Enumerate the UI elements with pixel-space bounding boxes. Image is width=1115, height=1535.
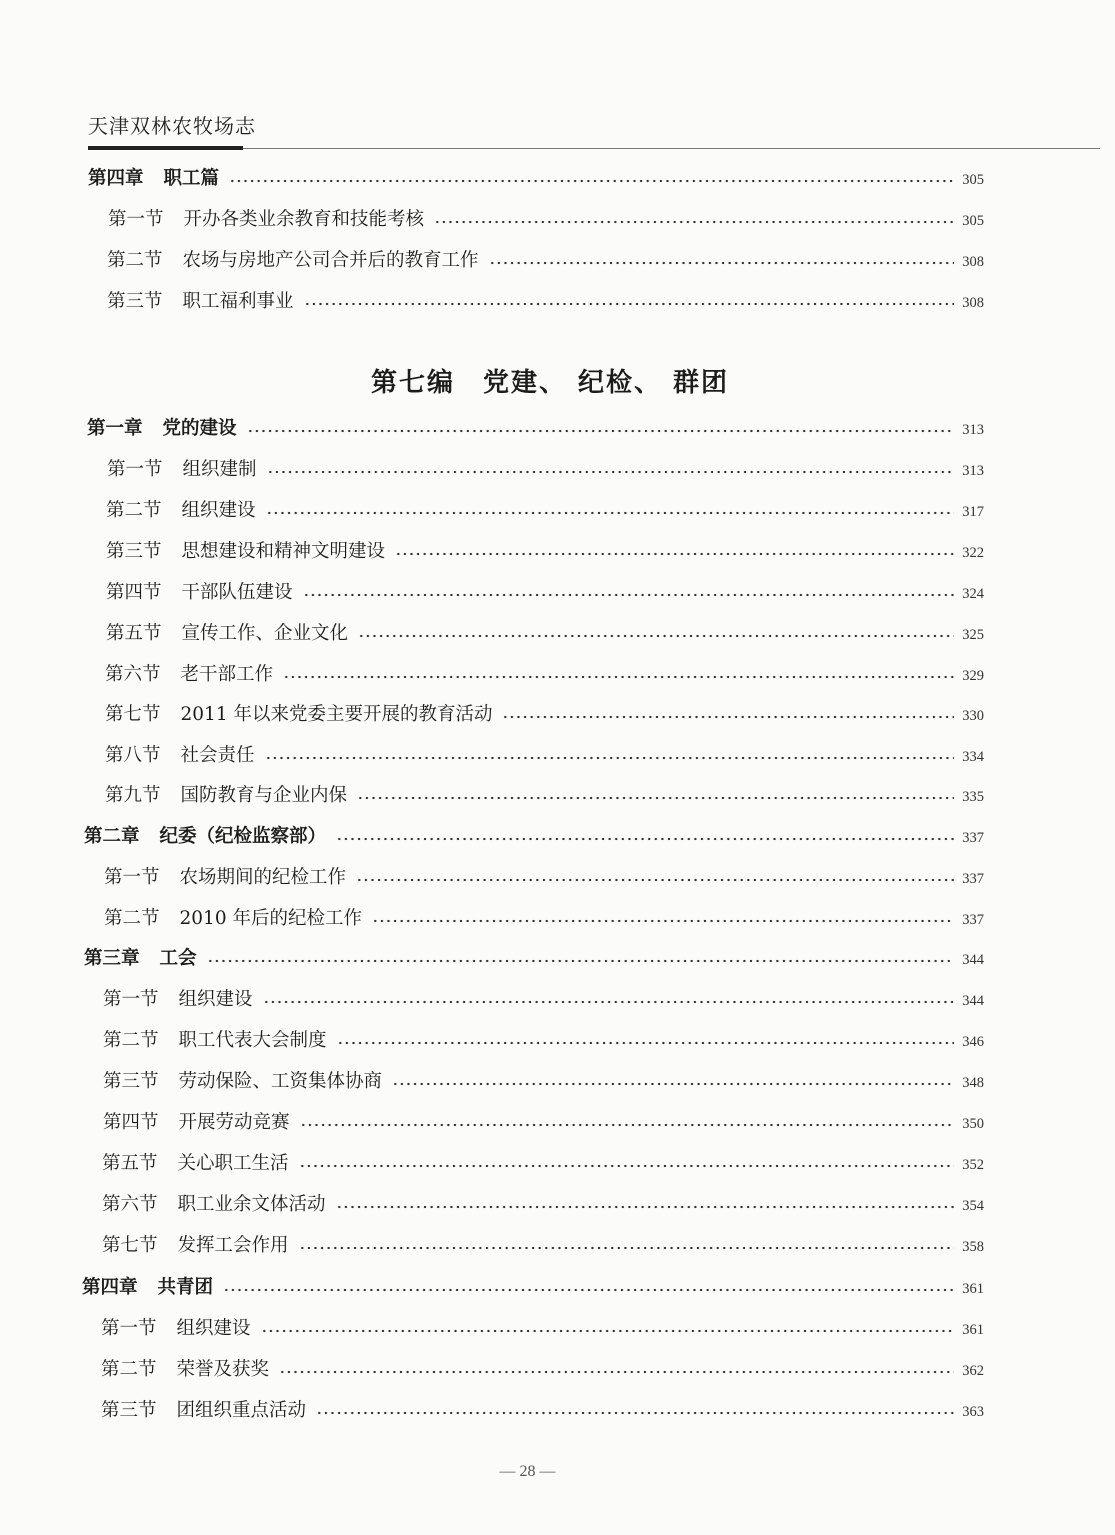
toc-entry-page: 308: [962, 295, 984, 311]
toc-entry-title: 发挥工会作用: [177, 1235, 289, 1256]
dot-leader: [502, 715, 954, 719]
toc-entry-number: 第二节: [101, 1359, 157, 1380]
toc-entry-number: 第八节: [105, 745, 161, 766]
dot-leader: [229, 179, 954, 183]
toc-section-entry: [101, 1355, 984, 1383]
toc-entry-page: 329: [962, 668, 984, 684]
toc-entry-title: 组织建设: [178, 989, 253, 1010]
toc-entry-label: [87, 414, 237, 440]
toc-section-entry: [102, 1231, 984, 1259]
toc-section-entry: [107, 287, 984, 315]
toc-entry-title: 思想建设和精神文明建设: [181, 541, 386, 562]
toc-entry-label: [106, 578, 293, 604]
dot-leader: [263, 1000, 955, 1004]
toc-entry-label: [102, 1149, 289, 1175]
toc-section-entry: [106, 619, 984, 647]
toc-entry-number: 第一节: [101, 1318, 157, 1339]
toc-entry-title: 开办各类业余教育和技能考核: [183, 209, 425, 230]
toc-entry-title: 组织建设: [181, 500, 256, 521]
toc-entry-label: [84, 822, 326, 848]
toc-section-entry: [105, 700, 984, 728]
toc-entry-page: 305: [962, 172, 984, 188]
toc-entry-label: [104, 863, 346, 889]
toc-entry-page: 362: [962, 1363, 984, 1379]
toc-section-entry: [104, 863, 984, 891]
toc-chapter-entry: [84, 822, 984, 850]
toc-entry-label: [103, 1067, 382, 1093]
dot-leader: [336, 837, 954, 841]
toc-entry-label: [105, 700, 492, 726]
dot-leader: [300, 1123, 955, 1127]
running-title: 天津双林农牧场志: [88, 114, 256, 138]
dot-leader: [489, 261, 955, 265]
dot-leader: [247, 429, 955, 433]
dot-leader: [337, 1041, 955, 1045]
toc-entry-number: 第三章: [84, 948, 140, 969]
toc-entry-number: 第四章: [88, 168, 144, 189]
toc-entry-title: 老干部工作: [180, 664, 274, 685]
toc-section-entry: [108, 205, 984, 233]
toc-chapter-entry: [88, 164, 984, 192]
dot-leader: [261, 1329, 955, 1333]
toc-entry-label: [101, 1396, 306, 1422]
toc-entry-label: [105, 781, 347, 807]
toc-entry-number: 第九节: [105, 785, 161, 806]
toc-entry-page: 361: [962, 1281, 984, 1297]
dot-leader: [266, 511, 955, 515]
dot-leader: [356, 878, 954, 882]
toc-entry-label: [88, 164, 219, 190]
toc-entry-number: 第二节: [103, 1030, 159, 1051]
toc-entry-number: 第三节: [103, 1071, 159, 1092]
toc-entry-title: 组织建设: [176, 1318, 251, 1339]
dot-leader: [303, 593, 955, 597]
toc-section-entry: [102, 1149, 984, 1177]
toc-entry-title: 劳动保险、工资集体协商: [178, 1071, 383, 1092]
toc-entry-number: 第二节: [104, 908, 160, 929]
toc-entry-title: 职工福利事业: [182, 291, 294, 312]
dot-leader: [392, 1082, 954, 1086]
toc-entry-page: 337: [962, 871, 984, 887]
toc-entry-page: 344: [962, 952, 984, 968]
toc-entry-label: [101, 1314, 251, 1340]
toc-entry-page: 334: [962, 749, 984, 765]
toc-entry-page: 363: [962, 1404, 984, 1420]
toc-entry-number: 第四节: [106, 582, 162, 603]
toc-entry-title: 关心职工生活: [177, 1153, 289, 1174]
toc-entry-title: 社会责任: [180, 745, 255, 766]
toc-entry-label: [82, 1273, 213, 1299]
toc-entry-title: 职工代表大会制度: [178, 1030, 327, 1051]
dot-leader: [279, 1370, 954, 1374]
toc-entry-page: 344: [962, 993, 984, 1009]
toc-section-entry: [103, 1026, 984, 1054]
toc-entry-page: 346: [962, 1034, 984, 1050]
toc-entry-number: 第一节: [108, 209, 164, 230]
toc-entry-page: 324: [962, 586, 984, 602]
toc-section-entry: [103, 1108, 984, 1136]
toc-entry-number: 第二章: [84, 826, 140, 847]
toc-entry-number: 第四章: [82, 1277, 138, 1298]
toc-section-entry: [105, 741, 984, 769]
dot-leader: [395, 552, 954, 556]
toc-entry-title: 2010 年后的纪检工作: [179, 908, 362, 929]
toc-entry-label: [107, 287, 294, 313]
toc-entry-number: 第三节: [101, 1400, 157, 1421]
toc-entry-title: 职工篇: [163, 168, 220, 189]
toc-entry-number: 第五节: [102, 1153, 158, 1174]
part-title: 第七编 党建、 纪检、 群团: [370, 368, 730, 398]
toc-entry-label: [103, 985, 253, 1011]
toc-entry-page: 308: [962, 254, 984, 270]
toc-entry-label: [106, 537, 385, 563]
toc-entry-page: 313: [962, 463, 984, 479]
toc-entry-label: [106, 496, 256, 522]
toc-section-entry: [106, 496, 984, 524]
dot-leader: [299, 1164, 955, 1168]
toc-entry-page: 330: [962, 708, 984, 724]
toc-entry-number: 第一节: [107, 459, 163, 480]
toc-entry-title: 纪委（纪检监察部）: [159, 826, 327, 847]
toc-chapter-entry: [82, 1273, 984, 1301]
toc-entry-title: 团组织重点活动: [176, 1400, 307, 1421]
toc-entry-number: 第一节: [104, 867, 160, 888]
toc-entry-page: 337: [962, 830, 984, 846]
toc-section-entry: [106, 537, 984, 565]
toc-entry-page: 348: [962, 1075, 984, 1091]
toc-section-entry: [103, 1067, 984, 1095]
toc-entry-title: 农场期间的纪检工作: [179, 867, 347, 888]
toc-entry-title: 农场与房地产公司合并后的教育工作: [182, 250, 479, 271]
toc-entry-label: [106, 619, 348, 645]
toc-entry-label: [103, 1026, 327, 1052]
dot-leader: [265, 756, 955, 760]
page-number: — 28 —: [499, 1463, 556, 1480]
toc-section-entry: [107, 455, 984, 483]
toc-entry-page: 352: [962, 1157, 984, 1173]
toc-entry-label: [102, 1231, 289, 1257]
toc-entry-page: 322: [962, 545, 984, 561]
dot-leader: [358, 634, 954, 638]
header-rule-accent: [88, 146, 243, 150]
toc-entry-title: 国防教育与企业内保: [180, 785, 348, 806]
toc-entry-page: 350: [962, 1116, 984, 1132]
toc-entry-page: 354: [962, 1198, 984, 1214]
toc-entry-number: 第一章: [87, 418, 143, 439]
toc-entry-title: 2011 年以来党委主要开展的教育活动: [180, 704, 493, 725]
toc-entry-label: [105, 741, 255, 767]
toc-entry-label: [101, 1355, 269, 1381]
toc-entry-number: 第二节: [107, 250, 163, 271]
toc-entry-label: [103, 1108, 290, 1134]
toc-entry-title: 工会: [159, 948, 197, 969]
dot-leader: [434, 220, 954, 224]
toc-chapter-entry: [84, 944, 984, 972]
toc-entry-label: [107, 246, 479, 272]
dot-leader: [283, 675, 954, 679]
toc-entry-label: [104, 904, 362, 930]
toc-entry-number: 第七节: [102, 1235, 158, 1256]
toc-entry-label: [105, 660, 273, 686]
toc-section-entry: [103, 985, 984, 1013]
toc-entry-number: 第二节: [106, 500, 162, 521]
toc-entry-number: 第一节: [103, 989, 159, 1010]
toc-entry-number: 第六节: [105, 664, 161, 685]
dot-leader: [223, 1288, 954, 1292]
toc-entry-title: 干部队伍建设: [181, 582, 293, 603]
toc-section-entry: [105, 781, 984, 809]
toc-entry-page: 305: [962, 213, 984, 229]
toc-entry-page: 317: [962, 504, 984, 520]
toc-entry-label: [108, 205, 424, 231]
toc-section-entry: [101, 1396, 984, 1424]
toc-entry-title: 荣誉及获奖: [176, 1359, 270, 1380]
dot-leader: [336, 1205, 955, 1209]
toc-entry-label: [102, 1190, 326, 1216]
dot-leader: [304, 302, 955, 306]
toc-entry-title: 职工业余文体活动: [177, 1194, 326, 1215]
toc-entry-title: 党的建设: [162, 418, 237, 439]
toc-entry-title: 宣传工作、企业文化: [181, 623, 349, 644]
toc-entry-page: 313: [962, 422, 984, 438]
toc-entry-number: 第六节: [102, 1194, 158, 1215]
toc-section-entry: [106, 578, 984, 606]
dot-leader: [267, 470, 955, 474]
dot-leader: [357, 796, 954, 800]
toc-entry-number: 第七节: [105, 704, 161, 725]
toc-section-entry: [101, 1314, 984, 1342]
dot-leader: [207, 959, 955, 963]
toc-chapter-entry: [87, 414, 984, 442]
dot-leader: [372, 919, 954, 923]
toc-entry-page: 358: [962, 1239, 984, 1255]
toc-entry-number: 第三节: [106, 541, 162, 562]
toc-entry-number: 第三节: [107, 291, 163, 312]
toc-entry-number: 第四节: [103, 1112, 159, 1133]
toc-entry-title: 共青团: [157, 1277, 214, 1298]
toc-entry-page: 337: [962, 912, 984, 928]
toc-entry-page: 325: [962, 627, 984, 643]
toc-section-entry: [102, 1190, 984, 1218]
toc-entry-title: 开展劳动竞赛: [178, 1112, 290, 1133]
toc-entry-number: 第五节: [106, 623, 162, 644]
toc-section-entry: [104, 904, 984, 932]
toc-entry-label: [107, 455, 257, 481]
toc-entry-page: 335: [962, 789, 984, 805]
toc-section-entry: [105, 660, 984, 688]
toc-entry-title: 组织建制: [182, 459, 257, 480]
toc-entry-page: 361: [962, 1322, 984, 1338]
toc-section-entry: [107, 246, 984, 274]
toc-entry-label: [84, 944, 197, 970]
dot-leader: [299, 1246, 955, 1250]
dot-leader: [316, 1411, 954, 1415]
